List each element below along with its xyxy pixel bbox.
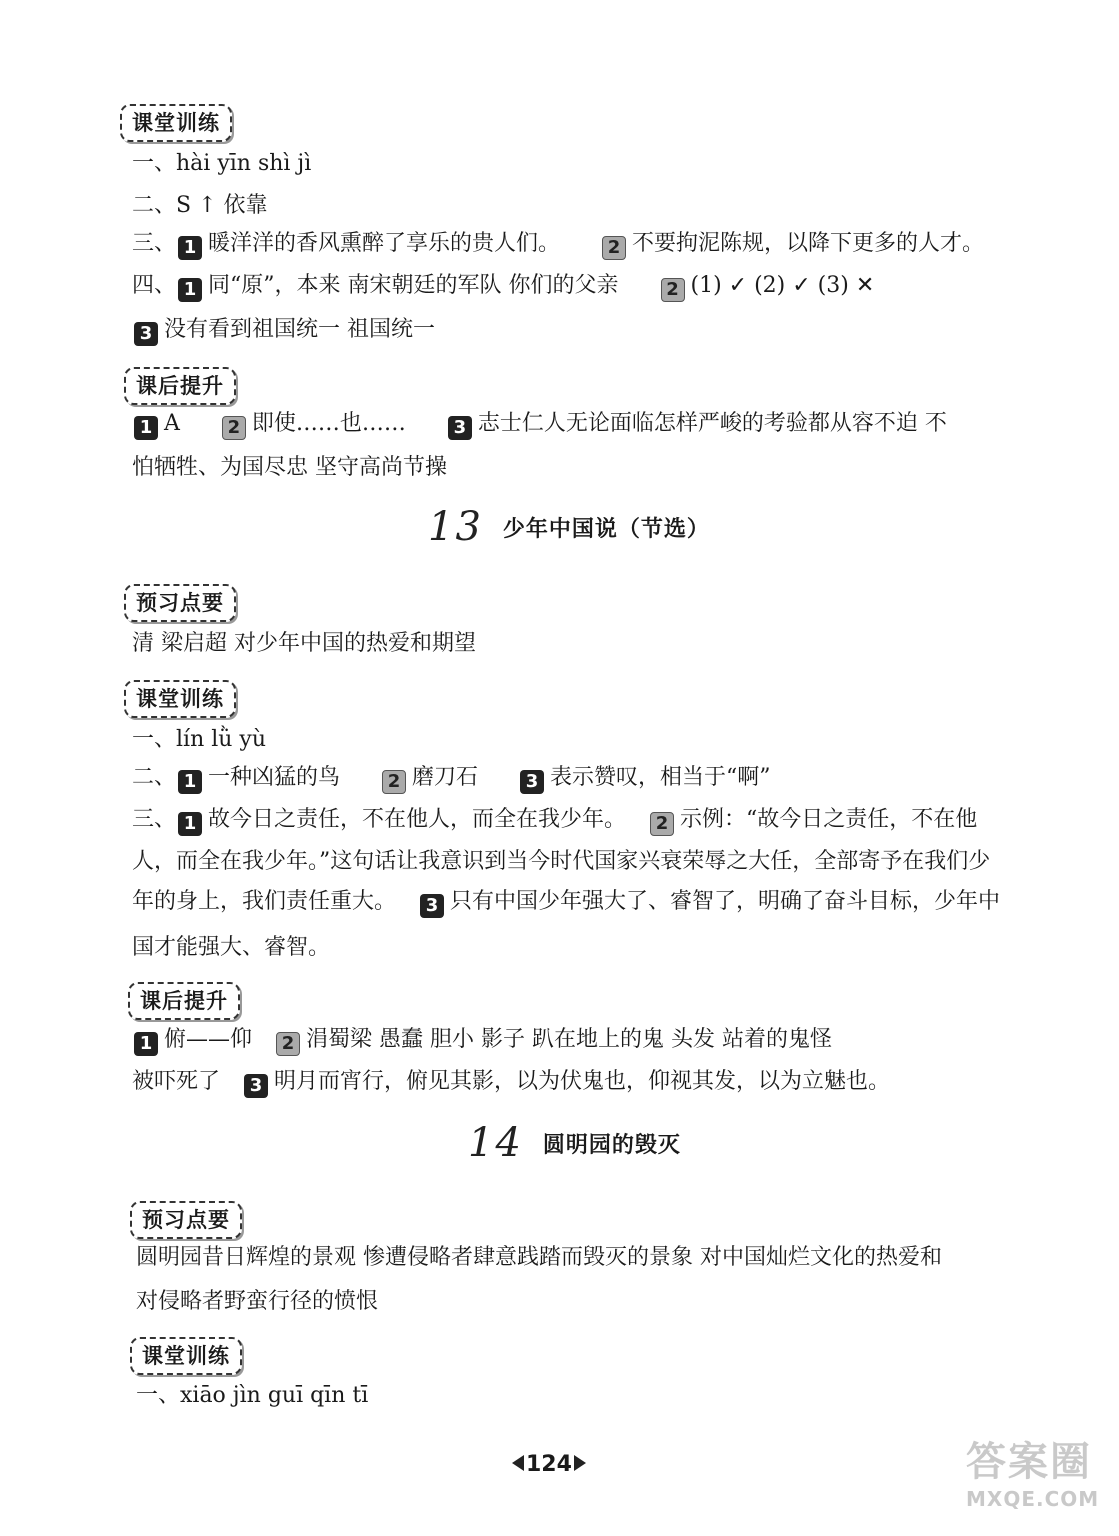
answer-text: 暖洋洋的香风熏醉了享乐的贵人们。	[208, 231, 561, 256]
left-triangle-icon	[512, 1455, 524, 1471]
watermark-logo	[966, 1430, 1116, 1530]
answer-line: 对侵略者野蛮行径的愤恨	[136, 1289, 379, 1314]
answer-text: 即使……也……	[251, 411, 406, 436]
number-badge-1: 1	[178, 278, 202, 302]
answer-line: 怕牺牲、为国尽忠 坚守高尚节操	[132, 455, 447, 480]
answer-text: 一种凶猛的鸟	[208, 765, 341, 790]
number-badge-1: 1	[134, 1032, 158, 1056]
section-label-classroom: 课堂训练	[120, 104, 232, 142]
number-badge-2: 2	[602, 236, 626, 260]
answer-line	[132, 316, 435, 346]
watermark-top-text: 答案圈	[966, 1439, 1092, 1485]
answer-line: 清 梁启超 对少年中国的热爱和期望	[132, 631, 476, 656]
answer-line	[132, 410, 947, 440]
answer-text: 志士仁人无论面临怎样严峻的考验都从容不迫 不	[477, 411, 947, 436]
answer-text: 磨刀石	[412, 765, 479, 790]
answer-line: 一、lín lǜ yù	[132, 727, 267, 752]
lesson-title-14	[468, 1120, 681, 1166]
section-label-classroom: 课堂训练	[130, 1337, 242, 1375]
answer-line	[132, 272, 874, 302]
number-badge-3: 3	[448, 416, 472, 440]
answer-text: 被吓死了	[132, 1069, 221, 1094]
number-badge-1: 1	[178, 812, 202, 836]
lesson-number: 13	[428, 504, 483, 550]
answer-text: 不要拘泥陈规，以降下更多的人才。	[632, 231, 985, 256]
section-label-preview: 预习点要	[130, 1201, 242, 1239]
lesson-name: 少年中国说（节选）	[502, 516, 710, 542]
answer-line	[132, 1026, 832, 1056]
answer-line: 人，而全在我少年。”这句话让我意识到当今时代国家兴衰荣辱之大任，全部寄予在我们少	[132, 849, 991, 874]
number-badge-3: 3	[420, 894, 444, 918]
section-label-after-class: 课后提升	[124, 367, 236, 405]
item-prefix: 三、	[132, 231, 177, 256]
answer-line: 圆明园昔日辉煌的景观 惨遭侵略者肆意践踏而毁灭的景象 对中国灿烂文化的热爱和	[136, 1245, 942, 1270]
right-triangle-icon	[574, 1455, 586, 1471]
item-prefix: 四、	[132, 273, 177, 298]
answer-text: 俯——仰	[164, 1027, 253, 1052]
answer-line	[132, 230, 984, 260]
number-badge-1: 1	[134, 416, 158, 440]
number-badge-3: 3	[244, 1074, 268, 1098]
lesson-name: 圆明园的毁灭	[542, 1132, 681, 1158]
number-badge-2: 2	[276, 1032, 300, 1056]
answer-text: (1) ✓ (2) ✓ (3) ✕	[690, 273, 875, 298]
answer-text: 示例：“故今日之责任，不在他	[680, 807, 978, 832]
page-number	[512, 1452, 586, 1477]
answer-line: 一、xiāo jìn guī qīn tī	[136, 1383, 369, 1408]
answer-text: 故今日之责任，不在他人，而全在我少年。	[208, 807, 627, 832]
answer-line: 国才能强大、睿智。	[132, 935, 331, 960]
answer-line	[132, 806, 977, 836]
answer-text: A	[164, 411, 180, 436]
answer-text: 没有看到祖国统一 祖国统一	[164, 317, 435, 342]
watermark-bottom-text: MXQE.COM	[966, 1487, 1100, 1511]
section-label-after-class: 课后提升	[128, 982, 240, 1020]
answer-line	[132, 888, 1000, 918]
number-badge-1: 1	[178, 770, 202, 794]
lesson-number: 14	[468, 1120, 523, 1166]
number-badge-3: 3	[134, 322, 158, 346]
section-label-preview: 预习点要	[124, 584, 236, 622]
number-badge-2: 2	[650, 812, 674, 836]
item-prefix: 三、	[132, 807, 177, 832]
lesson-title-13	[428, 504, 710, 550]
answer-text: 明月而宵行，俯见其影，以为伏鬼也，仰视其发，以为立魅也。	[274, 1069, 891, 1094]
number-badge-3: 3	[520, 770, 544, 794]
item-prefix: 二、	[132, 765, 177, 790]
answer-text: 表示赞叹，相当于“啊”	[550, 765, 771, 790]
answer-line	[132, 1068, 890, 1098]
number-badge-2: 2	[222, 416, 246, 440]
answer-text: 年的身上，我们责任重大。	[132, 889, 397, 914]
number-badge-1: 1	[178, 236, 202, 260]
answer-text: 同“原”，本来 南宋朝廷的军队 你们的父亲	[208, 273, 619, 298]
answer-line	[132, 764, 771, 794]
section-label-classroom: 课堂训练	[124, 680, 236, 718]
answer-line: 一、hài yīn shì jì	[132, 151, 312, 176]
page-number-text: 124	[526, 1452, 572, 1477]
answer-line: 二、S ↑ 依靠	[132, 193, 268, 218]
number-badge-2: 2	[661, 278, 685, 302]
number-badge-2: 2	[382, 770, 406, 794]
answer-text: 只有中国少年强大了、睿智了，明确了奋斗目标，少年中	[450, 889, 1001, 914]
answer-text: 涓蜀梁 愚蠢 胆小 影子 趴在地上的鬼 头发 站着的鬼怪	[306, 1027, 832, 1052]
